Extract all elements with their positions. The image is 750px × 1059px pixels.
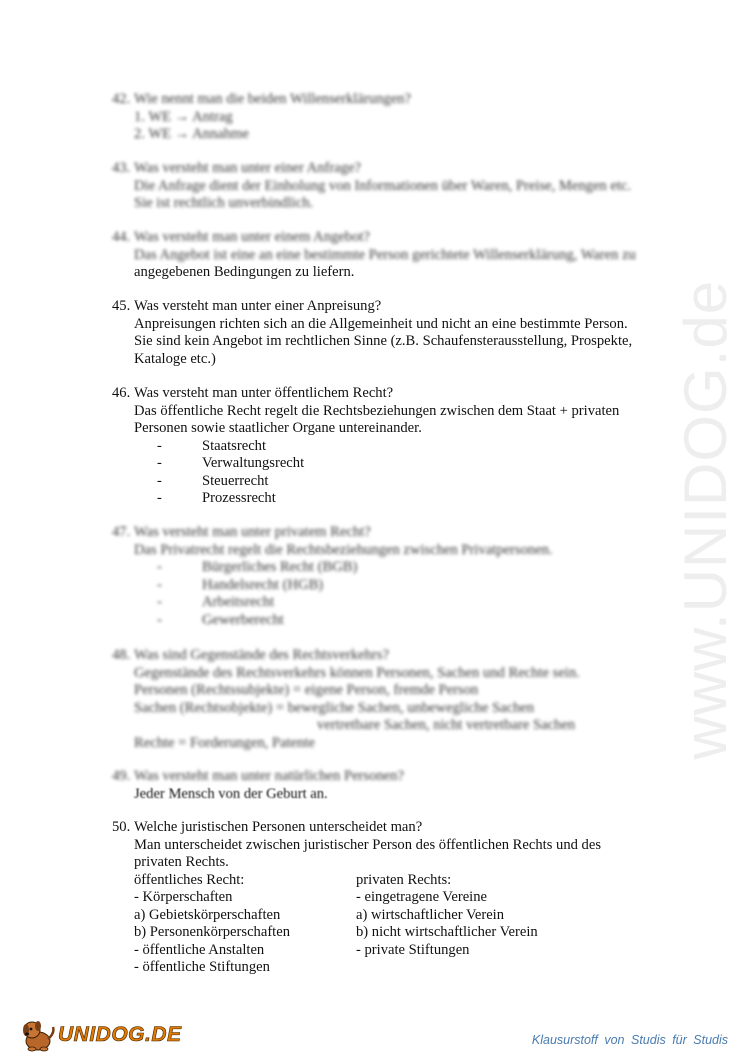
bullet-item: - Handelsrecht (HGB) (157, 576, 324, 593)
question-text: Was versteht man unter natürlichen Personen? (134, 768, 404, 784)
column-private-law: privaten Rechts: - eingetragene Vereine a) wirtschaftlicher Verein b) nicht wirtschaftlicher Verein - private Stiftungen (356, 871, 538, 958)
answer-line: Personen (Rechtssubjekte) = eigene Person, fremde Person (134, 682, 479, 698)
answer-line: Sachen (Rechtsobjekte) = bewegliche Sachen, unbewegliche Sachen (134, 699, 535, 716)
answer-line: Anpreisungen richten sich an die Allgemeinheit und nicht an eine bestimmte Person. (134, 315, 628, 332)
answer-line: Sie sind kein Angebot im rechtlichen Sinne (z.B. Schaufensterausstellung, Prospekte, (134, 333, 633, 349)
column-public-law: öffentliches Recht: - Körperschaften a) Gebietskörperschaften b) Personenkörperschaften - öffentliche Anstalten - öffentliche Stiftungen (134, 871, 291, 975)
bullet-item: - Staatsrecht (157, 437, 267, 454)
answer-line: Man unterscheidet zwischen juristischer Person des öffentlichen Rechts und des (134, 836, 602, 853)
question-text: Was versteht man unter öffentlichem Recht? (134, 385, 394, 401)
answer-line: Personen sowie staatlicher Organe untereinander. (134, 420, 422, 436)
question-text: Was versteht man unter einer Anpreisung? (134, 298, 382, 314)
two-column-list (112, 872, 662, 977)
answer-line: Die Anfrage dient der Einholung von Informationen über Waren, Preise, Mengen etc. (134, 177, 632, 194)
question-49: 49. Was versteht man unter natürlichen Personen? Jeder Mensch von der Geburt an. (112, 768, 662, 803)
question-text: Was versteht man unter einem Angebot? (134, 229, 370, 245)
bullet-item: - Steuerrecht (157, 472, 269, 489)
question-47: 47. Was versteht man unter privatem Recht? Das Privatrecht regelt die Rechtsbeziehungen zwischen Privatpersonen. - Bürgerliches Recht (BGB) - Handelsrecht (HGB) - Arbeitsrecht - Gewerberecht (112, 524, 662, 629)
question-text: Was versteht man unter privatem Recht? (134, 524, 371, 540)
question-43: 43. Was versteht man unter einer Anfrage? Die Anfrage dient der Einholung von Informationen über Waren, Preise, Mengen etc. Sie ist rechtlich unverbindlich. (112, 160, 662, 213)
answer-line: Rechte = Forderungen, Patente (134, 734, 315, 751)
question-45: 45. Was versteht man unter einer Anpreisung? Anpreisungen richten sich an die Allgemeinheit und nicht an eine bestimmte Person. Sie sind kein Angebot im rechtlichen Sinne (z.B. Schaufensterausstellung, Prospekte, Kataloge etc.) (112, 298, 662, 368)
answer-line: Das Privatrecht regelt die Rechtsbeziehungen zwischen Privatpersonen. (134, 541, 553, 558)
answer-line: Sie ist rechtlich unverbindlich. (134, 195, 314, 211)
answer-line: privaten Rechts. (134, 854, 229, 870)
footer-tagline: Klausurstoff von Studis für Studis (531, 1033, 728, 1047)
bullet-item: - Arbeitsrecht (157, 594, 275, 610)
question-44: 44. Was versteht man unter einem Angebot? Das Angebot ist eine an eine bestimmte Person gerichtete Willenserklärung, Waren zu angegebenen Bedingungen zu liefern. (112, 229, 662, 282)
dog-icon (18, 1017, 56, 1053)
logo-text: UNIDOG.DE (58, 1023, 182, 1047)
answer-line: Das öffentliche Recht regelt die Rechtsbeziehungen zwischen dem Staat + privaten (134, 402, 620, 419)
question-text: Was versteht man unter einer Anfrage? (134, 160, 361, 176)
question-text: Wie nennt man die beiden Willenserklärungen? (134, 91, 411, 107)
unidog-logo[interactable] (18, 1017, 182, 1053)
question-text: Welche juristischen Personen unterscheidet man? (134, 819, 423, 835)
question-48: 48. Was sind Gegenstände des Rechtsverkehrs? Gegenstände des Rechtsverkehrs können Personen, Sachen und Rechte sein. Personen (Rechtssubjekte) = eigene Person, fremde Person Sachen (Rechtsobjekte) = bewegliche Sachen, unbewegliche Sachen vertretbare Sachen, nicht vertretbare Sachen Rechte = Forderungen, Patente (112, 647, 662, 752)
answer-line: angegebenen Bedingungen zu liefern. (134, 264, 355, 280)
question-50: 50. Welche juristischen Personen unterscheidet man? Man unterscheidet zwischen juristischer Person des öffentlichen Rechts und des privaten Rechts. öffentliches Recht: - Körperschaften a) Gebietskörperschaften b) Personenkörperschaften - öffentliche Anstalten - öffentliche Stiftungen privaten Rechts: - eingetragene Vereine a) wirtschaftlicher Verein b) nicht wirtschaftlicher Verein - private Stiftungen (112, 819, 662, 977)
answer-line: 1. WE → Antrag (134, 108, 233, 125)
answer-line: vertretbare Sachen, nicht vertretbare Sachen (317, 717, 576, 733)
bullet-item: - Gewerberecht (157, 611, 284, 628)
question-42: 42. Wie nennt man die beiden Willenserklärungen? 1. WE → Antrag 2. WE → Annahme (112, 91, 662, 144)
question-text: Was sind Gegenstände des Rechtsverkehrs? (134, 647, 389, 663)
answer-line: 2. WE → Annahme (134, 126, 249, 142)
answer-line: Kataloge etc.) (134, 350, 216, 367)
bullet-item: - Verwaltungsrecht (157, 455, 305, 471)
bullet-item: - Prozessrecht (157, 490, 276, 506)
answer-line: Das Angebot ist eine an eine bestimmte Person gerichtete Willenserklärung, Waren zu (134, 246, 636, 263)
bullet-item: - Bürgerliches Recht (BGB) (157, 559, 358, 575)
question-46: 46. Was versteht man unter öffentlichem Recht? Das öffentliche Recht regelt die Rechtsbeziehungen zwischen dem Staat + privaten Personen sowie staatlicher Organe untereinander. - Staatsrecht - Verwaltungsrecht - Steuerrecht - Prozessrecht (112, 385, 662, 508)
watermark: www.UNIDOG.de (671, 280, 739, 760)
answer-line: Gegenstände des Rechtsverkehrs können Personen, Sachen und Rechte sein. (134, 664, 580, 681)
answer-line: Jeder Mensch von der Geburt an. (134, 785, 328, 802)
